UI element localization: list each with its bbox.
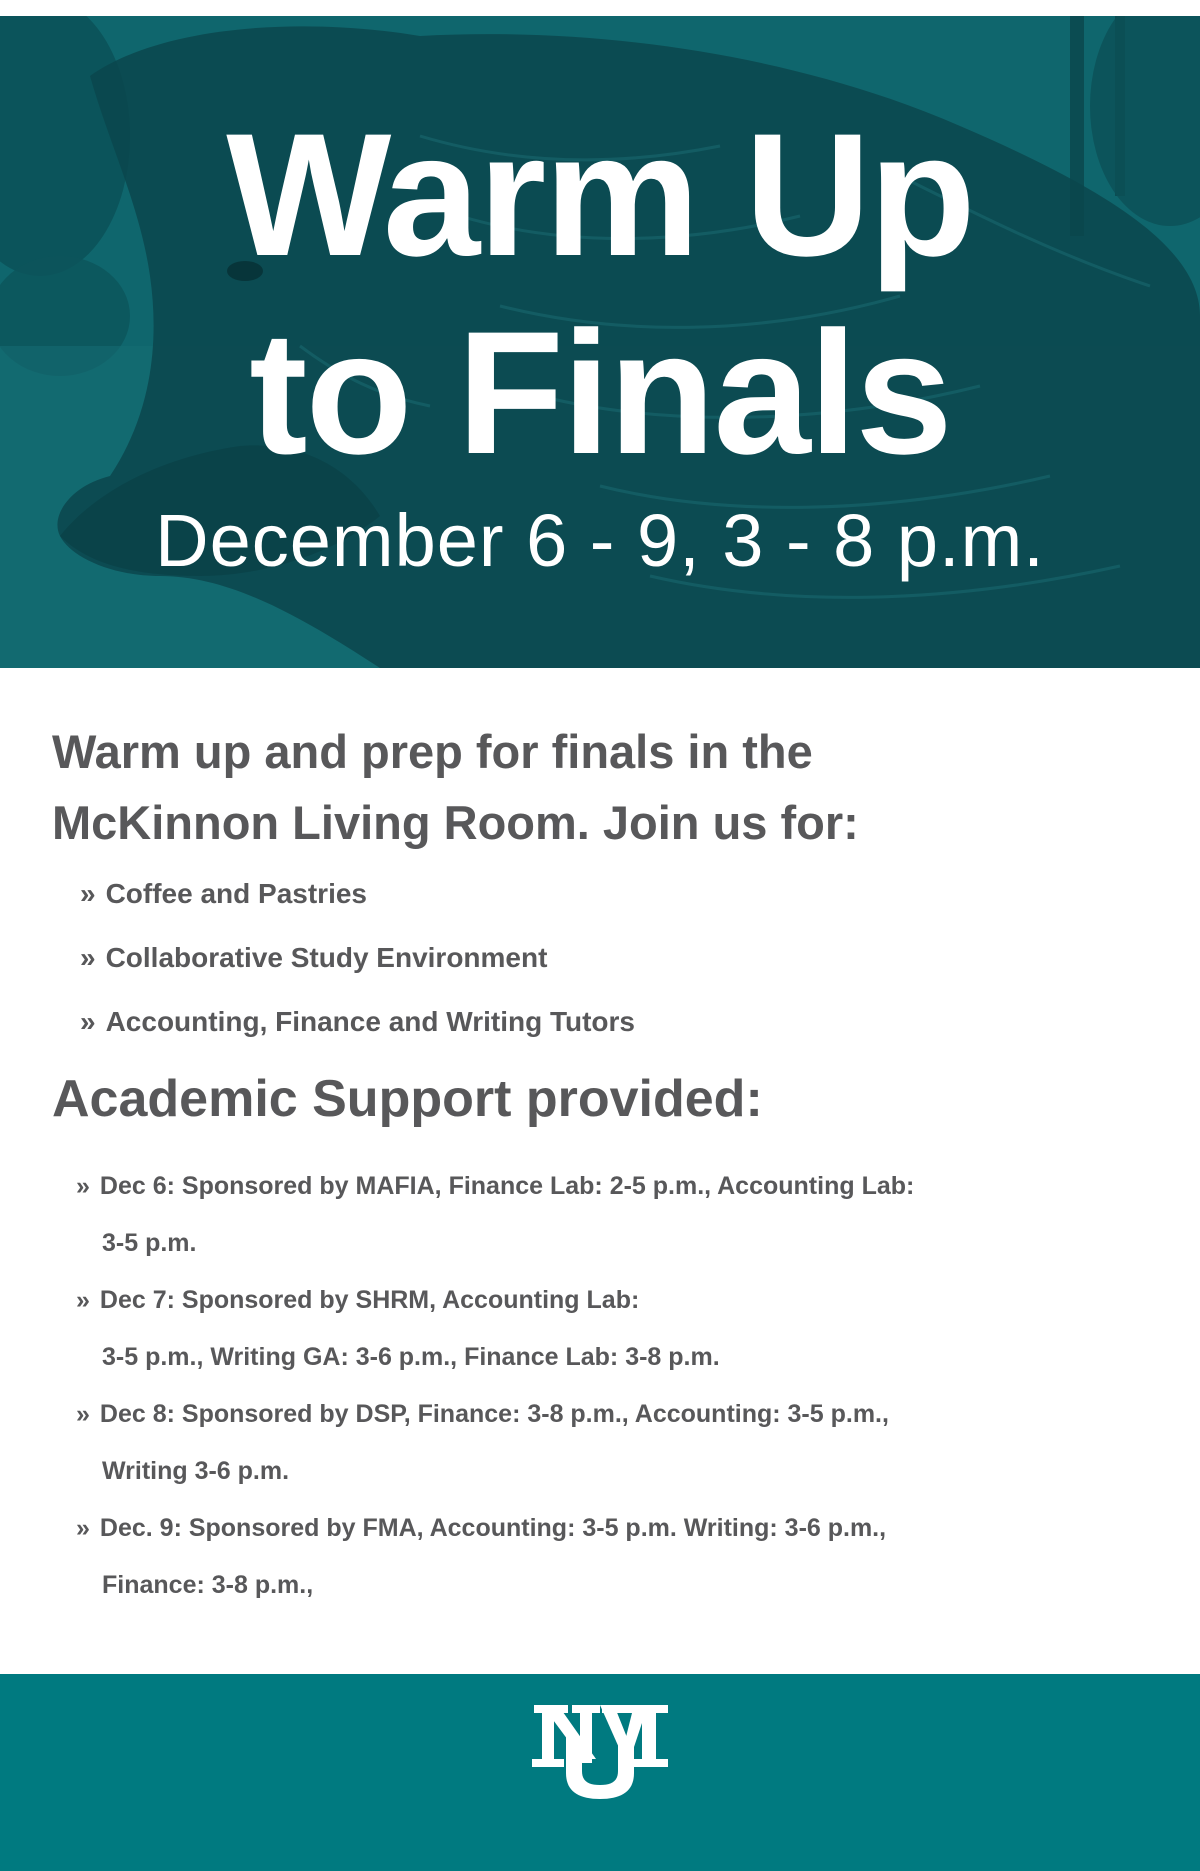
event-date: December 6 - 9, 3 - 8 p.m. — [155, 499, 1045, 582]
session-line-cont: 3-5 p.m. — [102, 1229, 197, 1257]
offerings-list — [80, 862, 635, 1054]
bullet-icon: » — [76, 1172, 90, 1200]
session-text: Dec. 9: Sponsored by FMA, Accounting: 3-5 p.m. Writing: 3-6 p.m., — [99, 1514, 887, 1542]
list-item — [80, 926, 635, 990]
intro-line-2: McKinnon Living Room. Join us for: — [52, 796, 859, 849]
session-line — [76, 1500, 1156, 1557]
session-line — [76, 1158, 1156, 1215]
bullet-icon: » — [80, 1006, 96, 1037]
hero-title-line2: to Finals — [249, 296, 951, 491]
list-item — [76, 1500, 1156, 1614]
hero-title-line1: Warm Up — [226, 98, 974, 293]
unm-logo-icon — [530, 1701, 670, 1801]
bullet-icon: » — [80, 942, 96, 973]
list-item — [80, 990, 635, 1054]
session-text: Dec 8: Sponsored by DSP, Finance: 3-8 p.m., Accounting: 3-5 p.m., — [99, 1400, 889, 1428]
session-text: Dec 6: Sponsored by MAFIA, Finance Lab: 2-5 p.m., Accounting Lab: — [99, 1172, 915, 1200]
offering-label: Coffee and Pastries — [105, 878, 367, 909]
offering-label: Collaborative Study Environment — [105, 942, 548, 973]
list-item — [76, 1272, 1156, 1386]
session-text: Dec 7: Sponsored by SHRM, Accounting Lab: — [99, 1286, 640, 1314]
session-line-cont: 3-5 p.m., Writing GA: 3-6 p.m., Finance Lab: 3-8 p.m. — [102, 1343, 720, 1371]
support-heading: Academic Support provided: — [52, 1070, 763, 1128]
list-item — [76, 1386, 1156, 1500]
list-item — [76, 1158, 1156, 1272]
session-line-cont: Writing 3-6 p.m. — [102, 1457, 290, 1485]
session-line — [76, 1386, 1156, 1443]
poster — [0, 16, 1200, 1871]
list-item — [80, 862, 635, 926]
session-line — [76, 1272, 1156, 1329]
bullet-icon: » — [76, 1400, 90, 1428]
intro-text — [52, 716, 1152, 858]
session-line-cont: Finance: 3-8 p.m., — [102, 1571, 314, 1599]
intro-line-1: Warm up and prep for finals in the — [52, 725, 813, 778]
hero-banner — [0, 16, 1200, 668]
bullet-icon: » — [76, 1286, 90, 1314]
bullet-icon: » — [80, 878, 96, 909]
bullet-icon: » — [76, 1514, 90, 1542]
footer-band — [0, 1674, 1200, 1871]
offering-label: Accounting, Finance and Writing Tutors — [105, 1006, 635, 1037]
sessions-list — [76, 1158, 1156, 1614]
